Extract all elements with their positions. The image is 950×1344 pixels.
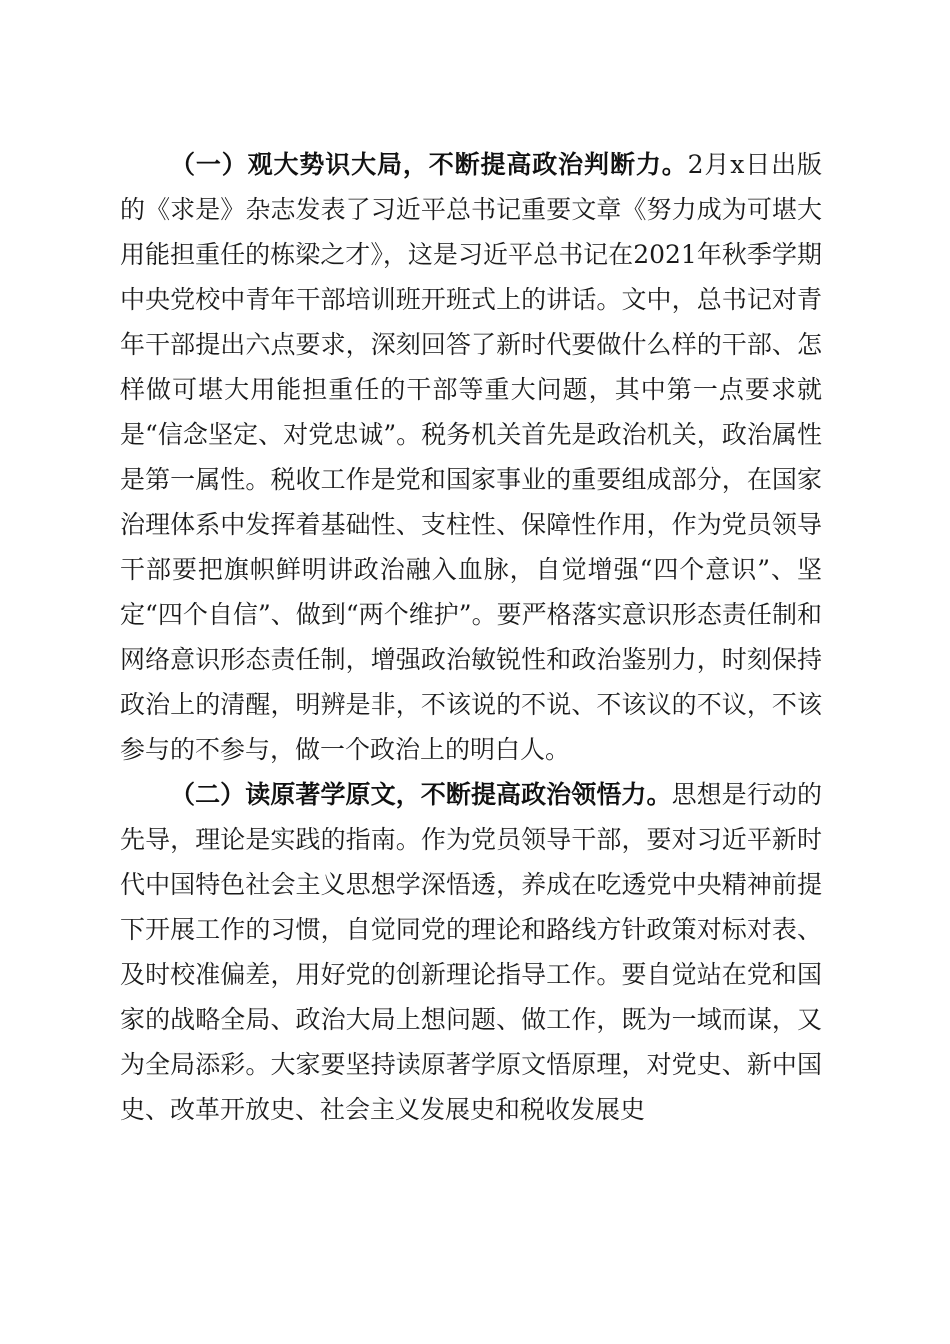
- paragraph-political-comprehension: [120, 772, 822, 1132]
- paragraph-body: 2月x日出版的《求是》杂志发表了习近平总书记重要文章《努力成为可堪大用能担重任的栋梁之才》，这是习近平总书记在2021年秋季学期中央党校中青年干部培训班开班式上的讲话。文中，总书记对青年干部提出六点要求，深刻回答了新时代要做什么样的干部、怎样做可堪大用能担重任的干部等重大问题，其中第一点要求就是“信念坚定、对党忠诚”。税务机关首先是政治机关，政治属性是第一属性。税收工作是党和国家事业的重要组成部分，在国家治理体系中发挥着基础性、支柱性、保障性作用，作为党员领导干部要把旗帜鲜明讲政治融入血脉，自觉增强“四个意识”、坚定“四个自信”、做到“两个维护”。要严格落实意识形态责任制和网络意识形态责任制，增强政治敏锐性和政治鉴别力，时刻保持政治上的清醒，明辨是非，不该说的不说、不该议的不议，不该参与的不参与，做一个政治上的明白人。: [120, 150, 822, 764]
- document-body: [120, 142, 822, 1132]
- paragraph-heading: （二）读原著学原文，不断提高政治领悟力。: [170, 780, 672, 809]
- paragraph-political-judgment: [120, 142, 822, 772]
- paragraph-body: 思想是行动的先导，理论是实践的指南。作为党员领导干部，要对习近平新时代中国特色社会主义思想学深悟透，养成在吃透党中央精神前提下开展工作的习惯，自觉同党的理论和路线方针政策对标对表、及时校准偏差，用好党的创新理论指导工作。要自觉站在党和国家的战略全局、政治大局上想问题、做工作，既为一域而谋，又为全局添彩。大家要坚持读原著学原文悟原理，对党史、新中国史、改革开放史、社会主义发展史和税收发展史: [120, 780, 822, 1124]
- paragraph-heading: （一）观大势识大局，不断提高政治判断力。: [170, 150, 688, 179]
